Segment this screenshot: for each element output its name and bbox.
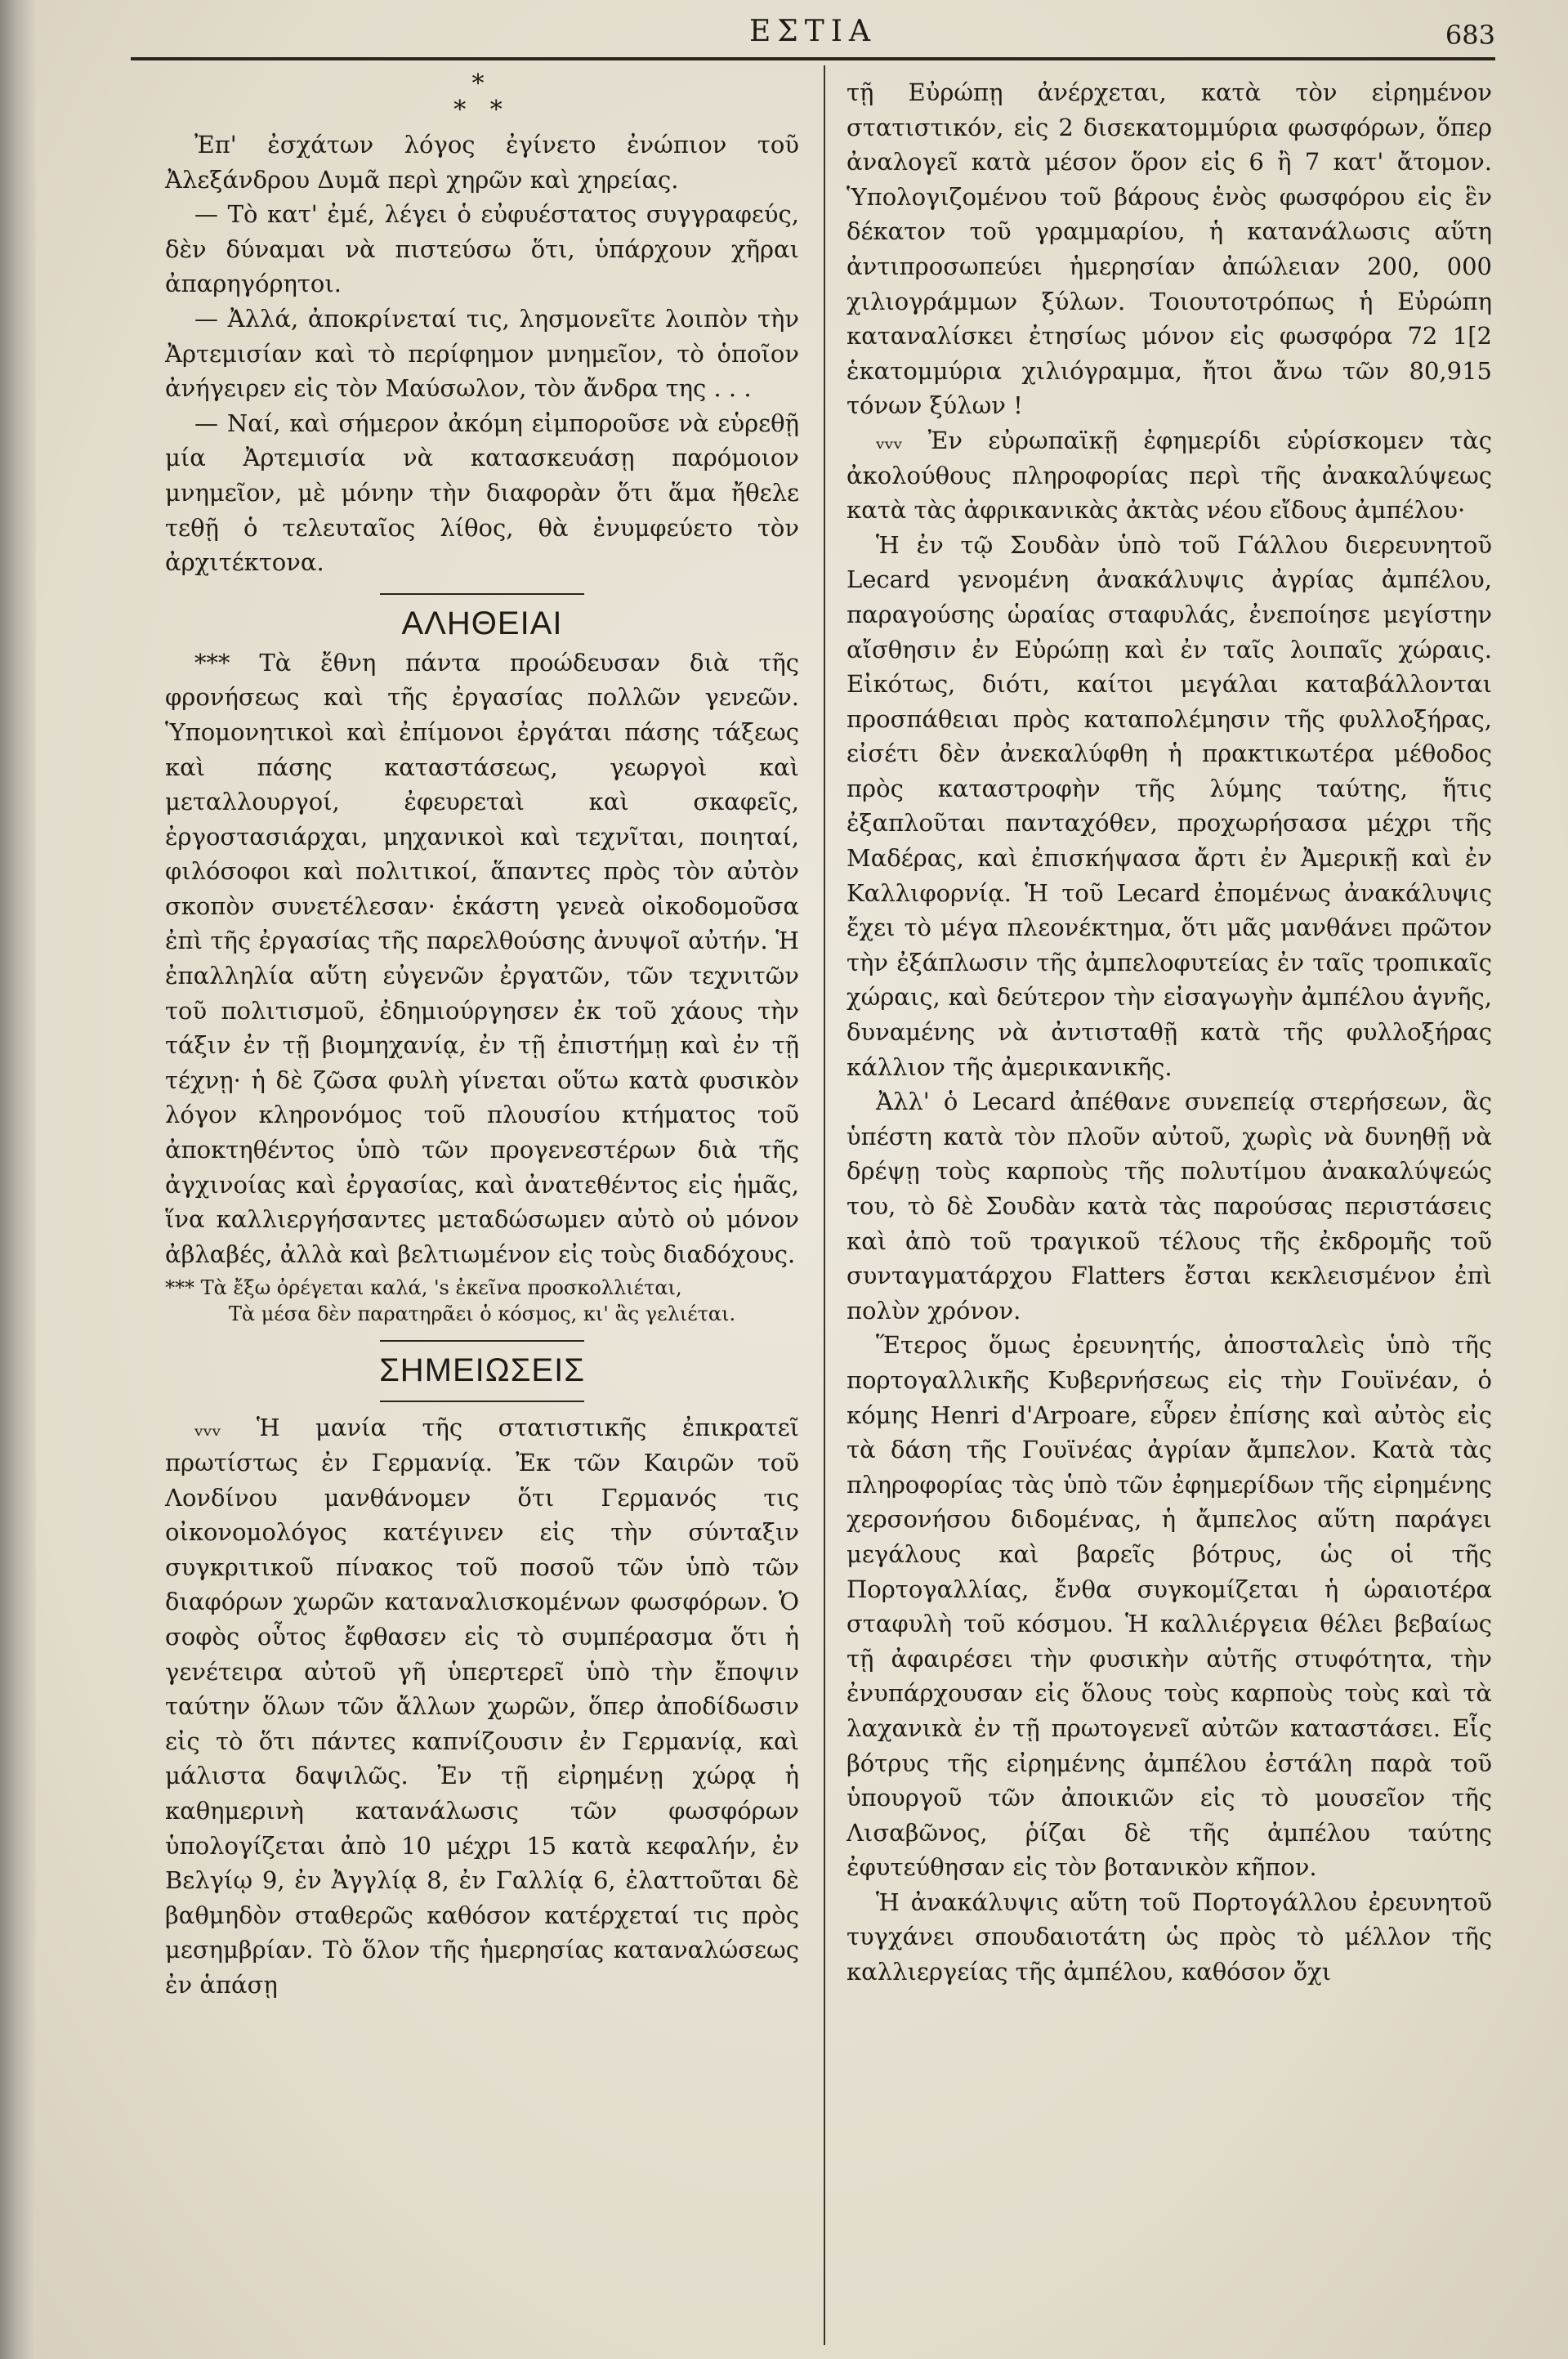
notes-paragraph-1: ᵥᵥᵥ Ἡ μανία τῆς στατιστικῆς ἐπικρατεῖ πρωτίστως ἐν Γερμανίᾳ. Ἐκ τῶν Καιρῶν τοῦ Λονδίνου μανθάνομεν ὅτι Γερμανός τις οἰκονομολόγος κατέγινεν εἰς τὴν σύνταξιν συγκριτικοῦ πίνακος τοῦ ποσοῦ τῶν ὑπὸ τῶν διαφόρων χωρῶν καταναλισκομένων φωσφόρων. Ὁ σοφὸς οὗτος ἔφθασεν εἰς τὸ συμπέρασμα ὅτι ἡ γενέτειρα αὐτοῦ γῆ ὑπερτερεῖ ὑπὸ τὴν ἔποψιν ταύτην ὅλων τῶν ἄλλων χωρῶν, ὅπερ ἀποδίδωσιν εἰς τὸ ὅτι πάντες καπνίζουσιν ἐν Γερμανίᾳ, καὶ μάλιστα δαψιλῶς. Ἐν τῇ εἰρημένῃ χώρᾳ ἡ καθημερινὴ κατανάλωσις τῶν φωσφόρων ὑπολογίζεται ἀπὸ 10 μέχρι 15 κατὰ κεφαλήν, ἐν Βελγίῳ 9, ἐν Ἀγγλίᾳ 8, ἐν Γαλλίᾳ 6, ἐλαττοῦται δὲ βαθμηδὸν σταθερῶς καθόσον κατέρχεταί τις πρὸς μεσημβρίαν. Τὸ ὅλον τῆς ἡμερησίας καταναλώσεως ἐν ἁπάσῃ [165, 1414, 799, 1999]
anecdote-paragraph-2: — Τὸ κατ' ἐμέ, λέγει ὁ εὐφυέστατος συγγραφεύς, δὲν δύναμαι νὰ πιστεύσω ὅτι, ὑπάρχουν χῆραι ἀπαρηγόρητοι. [165, 200, 799, 298]
notes-continued-paragraph: τῇ Εὐρώπῃ ἀνέρχεται, κατὰ τὸν εἰρημένον στατιστικόν, εἰς 2 δισεκατομμύρια φωσφόρων, ὅπερ ἀναλογεῖ κατὰ μέσον ὅρον εἰς 6 ἢ 7 κατ' ἄτομον. Ὑπολογιζομένου τοῦ βάρους ἑνὸς φωσφόρου εἰς ἓν δέκατον τοῦ γραμμαρίου, ἡ κατανάλωσις αὕτη ἀντιπροσωπεύει ἡμερησίαν ἀπώλειαν 200, 000 χιλιογράμμων ξύλων. Τοιουτοτρόπως ἡ Εὐρώπη καταναλίσκει ἐτησίως μόνον εἰς φωσφόρα 72 1[2 ἑκατομμύρια χιλιόγραμμα, ἤτοι ἄνω τῶν 80,915 τόνων ξύλων ! [847, 78, 1492, 420]
section-rule-1 [380, 593, 584, 595]
left-column [165, 69, 799, 2003]
vine-intro-paragraph: ᵥᵥᵥ Ἐν εὐρωπαϊκῇ ἐφημερίδι εὑρίσκομεν τὰς ἀκολούθους πληροφορίας περὶ τῆς ἀνακαλύψεως κατὰ τὰς ἀφρικανικὰς ἀκτὰς νέου εἴδους ἀμπέλου· [847, 426, 1492, 525]
anecdote-paragraph-1: Ἐπ' ἐσχάτων λόγος ἐγίνετο ἐνώπιον τοῦ Ἀλεξάνδρου Δυμᾶ περὶ χηρῶν καὶ χηρείας. [165, 131, 799, 194]
column-divider [824, 65, 825, 2345]
verse-quote [165, 1275, 799, 1327]
page-gutter-shadow [0, 0, 36, 2359]
arpoare-paragraph: Ἕτερος ὅμως ἐρευνητής, ἀποσταλεὶς ὑπὸ τῆς πορτογαλλικῆς Κυβερνήσεως εἰς τὴν Γουϊνέαν, ὁ κόμης Henri d'Arpoare, εὗρεν ἐπίσης καὶ αὐτὸς εἰς τὰ δάση τῆς Γουϊνέας ἀγρίαν ἄμπελον. Κατὰ τὰς πληροφορίας τὰς ὑπὸ τῶν ἐφημερίδων τῆς εἰρημένης χερσονήσου διδομένας, ἡ ἄμπελος αὕτη παράγει μεγάλους καὶ βαρεῖς βότρυς, ὡς οἱ τῆς Πορτογαλλίας, ἔνθα συγκομίζεται ἡ ὡραιοτέρα σταφυλὴ τοῦ κόσμου. Ἡ καλλιέργεια θέλει βεβαίως τῇ ἀφαιρέσει τὴν φυσικὴν αὐτῆς στυφότητα, τὴν ἐνυπάρχουσαν εἰς ὅλους τοὺς καρποὺς τοὺς καὶ τὰ λαχανικὰ ἐν τῇ πρωτογενεῖ αὐτῶν καταστάσει. Εἷς βότρυς τῆς εἰρημένης ἀμπέλου ἐστάλη παρὰ τοῦ ὑπουργοῦ τῶν ἀποικιῶν εἰς τὸ μουσεῖον τῆς Λισαβῶνος, ῥίζαι δὲ τῆς ἀμπέλου ταύτης ἐφυτεύθησαν εἰς τὸν βοτανικὸν κῆπον. [847, 1331, 1492, 1882]
section-underline [380, 1401, 584, 1402]
anecdote-paragraph-4: — Ναί, καὶ σήμερον ἀκόμη εἰμποροῦσε νὰ εὑρεθῇ μία Ἀρτεμισία νὰ κατασκευάσῃ παρόμοιον μνημεῖον, μὲ μόνην τὴν διαφορὰν ὅτι ἅμα ἤθελε τεθῇ ὁ τελευταῖος λίθος, θὰ ἐνυμφεύετο τὸν ἀρχιτέκτονα. [165, 409, 799, 577]
lecard-death-paragraph: Ἀλλ' ὁ Lecard ἀπέθανε συνεπείᾳ στερήσεων, ἃς ὑπέστη κατὰ τὸν πλοῦν αὐτοῦ, χωρὶς νὰ δυνηθῇ νὰ δρέψῃ τοὺς καρποὺς τῆς πολυτίμου ἀνακαλύψεώς του, τὸ δὲ Σουδὰν κατὰ τὰς παρούσας περιστάσεις καὶ ἀπὸ τοῦ τραγικοῦ τέλους τῆς ἐκδρομῆς τοῦ συνταγματάρχου Flatters ἔσται κεκλεισμένον ἐπὶ πολὺν χρόνον. [847, 1088, 1492, 1325]
asterism-bottom: * * [453, 96, 511, 124]
section-rule-2 [380, 1340, 584, 1342]
asterism-top: * [471, 69, 493, 98]
lecard-paragraph: Ἡ ἐν τῷ Σουδὰν ὑπὸ τοῦ Γάλλου διερευνητοῦ Lecard γενομένη ἀνακάλυψις ἀγρίας ἀμπέλου, παραγούσης ὡραίας σταφυλάς, ἐνεποίησε μεγίστην αἴσθησιν ἐν Εὐρώπῃ καὶ ἐν ταῖς λοιπαῖς χώραις. Εἰκότως, διότι, καίτοι μεγάλαι καταβάλλονται προσπάθειαι πρὸς καταπολέμησιν τῆς φυλλοξήρας, εἰσέτι δὲν ἀνεκαλύφθη ἡ πρακτικωτέρα μέθοδος πρὸς καταστροφὴν τῆς λύμης ταύτης, ἥτις ἐξαπλοῦται πανταχόθεν, προχωρήσασα μέχρι τῆς Μαδέρας, καὶ ἐπισκήψασα ἄρτι ἐν Ἀμερικῇ καὶ ἐν Καλλιφορνίᾳ. Ἡ τοῦ Lecard ἐπομένως ἀνακάλυψις ἔχει τὸ μέγα πλεονέκτημα, ὅτι μᾶς μανθάνει πρῶτον τὴν ἐξάπλωσιν τῆς ἀμπελοφυτείας ἐν ταῖς τροπικαῖς χώραις, καὶ δεύτερον τὴν εἰσαγωγὴν ἀμπέλου ἁγνῆς, δυναμένης νὰ ἀντισταθῇ κατὰ τῆς φυλλοξήρας κάλλιον τῆς ἀμερικανικῆς. [847, 530, 1492, 1081]
right-column [847, 75, 1492, 1990]
discovery-importance-paragraph: Ἡ ἀνακάλυψις αὕτη τοῦ Πορτογάλλου ἐρευνητοῦ τυγχάνει σπουδαιοτάτη ὡς πρὸς τὸ μέλλον τῆς καλλιεργείας τῆς ἀμπέλου, καθόσον ὄχι [847, 1888, 1492, 1986]
verse-line-2: Τὰ μέσα δὲν παρατηρᾶει ὁ κόσμος, κι' ἂς γελιέται. [228, 1302, 736, 1326]
truths-paragraph: *** Τὰ ἔθνη πάντα προώδευσαν διὰ τῆς φρονήσεως καὶ τῆς ἐργασίας πολλῶν γενεῶν. Ὑπομονητικοὶ καὶ ἐπίμονοι ἐργάται πάσης τάξεως καὶ πάσης καταστάσεως, γεωργοὶ καὶ μεταλλουργοί, ἐφευρεταὶ καὶ σκαφεῖς, ἐργοστασιάρχαι, μηχανικοὶ καὶ τεχνῖται, ποιηταί, φιλόσοφοι καὶ πολιτικοί, ἅπαντες πρὸς τὸν αὐτὸν σκοπὸν συνετέλεσαν· ἑκάστη γενεὰ οἰκοδομοῦσα ἐπὶ τῆς ἐργασίας τῆς παρελθούσης ἀνυψοῖ αὐτήν. Ἡ ἐπαλληλία αὕτη εὐγενῶν ἐργατῶν, τῶν τεχνιτῶν τοῦ πολιτισμοῦ, ἐδημιούργησεν ἐκ τοῦ χάους τὴν τάξιν ἐν τῇ βιομηχανίᾳ, ἐν τῇ ἐπιστήμῃ καὶ ἐν τῇ τέχνῃ· ἡ δὲ ζῶσα φυλὴ γίνεται οὕτω κατὰ φυσικὸν λόγον κληρονόμος τοῦ πλουσίου κτήματος τοῦ ἀποκτηθέντος ὑπὸ τῶν προγενεστέρων διὰ τῆς ἀγχινοίας καὶ ἐργασίας, καὶ ἀνατεθέντος εἰς ἡμᾶς, ἵνα καλλιεργήσαντες μεταδώσωμεν αὐτὸ οὐ μόνον ἀβλαβές, ἀλλὰ καὶ βελτιωμένον εἰς τοὺς διαδόχους. [165, 648, 799, 1268]
anecdote-paragraph-3: — Ἀλλά, ἀποκρίνεταί τις, λησμονεῖτε λοιπὸν τὴν Ἀρτεμισίαν καὶ τὸ περίφημον μνημεῖον, τὸ ὁποῖον ἀνήγειρεν εἰς τὸν Μαύσωλον, τὸν ἄνδρα της . . . [165, 304, 799, 403]
section-heading-notes: ΣΗΜΕΙΩΣΕΙΣ [379, 1352, 585, 1389]
section-heading-truths: ΑΛΗΘΕΙΑΙ [401, 605, 563, 641]
header-rule [131, 57, 1495, 60]
page-number: 683 [1445, 20, 1495, 51]
verse-line-1: *** Τὰ ἔξω ὀρέγεται καλά, 's ἐκεῖνα προσκολλιέται, [165, 1276, 682, 1300]
journal-title: ΕΣΤΙΑ [749, 15, 877, 48]
